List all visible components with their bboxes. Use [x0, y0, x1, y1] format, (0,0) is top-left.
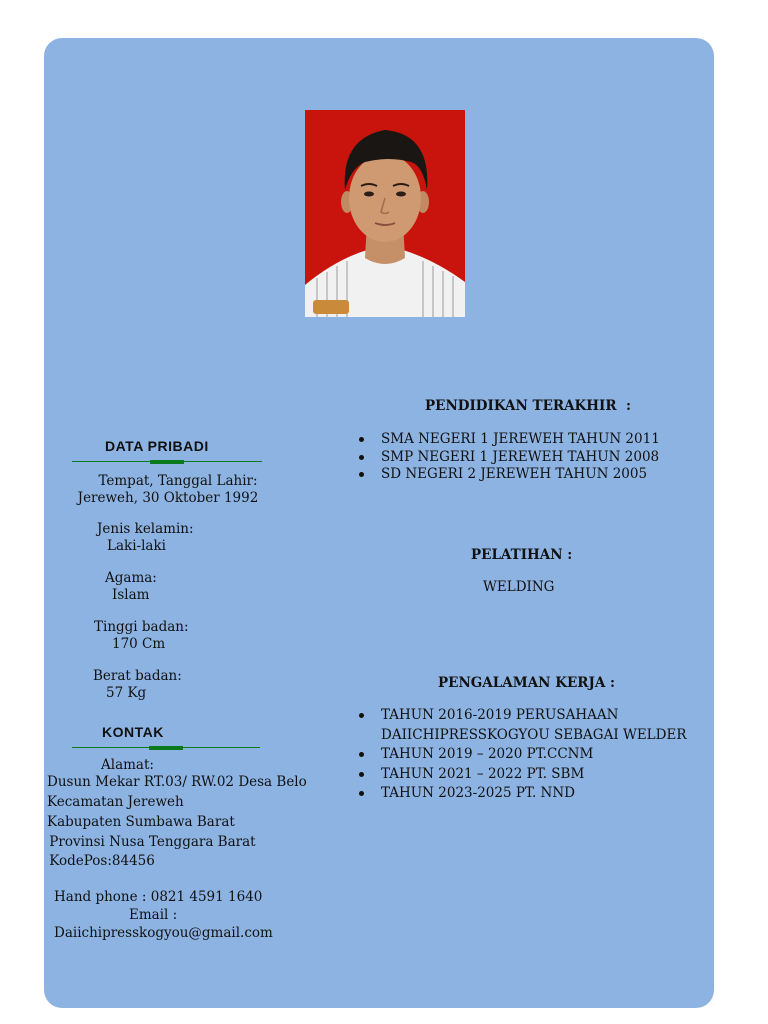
data-pribadi-heading: DATA PRIBADI [105, 438, 209, 454]
pendidikan-list [357, 431, 660, 484]
kontak-heading: KONTAK [102, 724, 164, 740]
list-item: SMA NEGERI 1 JEREWEH TAHUN 2011 [357, 431, 660, 449]
gender-value: Laki-laki [107, 538, 166, 554]
height-value: 170 Cm [112, 636, 166, 652]
email-value: Daiichipresskogyou@gmail.com [54, 925, 273, 941]
list-item: TAHUN 2021 – 2022 PT. SBM [357, 765, 687, 785]
religion-label: Agama: [105, 570, 157, 586]
profile-photo [305, 110, 465, 317]
list-item: SMP NEGERI 1 JEREWEH TAHUN 2008 [357, 449, 660, 467]
pengalaman-list [357, 706, 687, 804]
birth-label: Tempat, Tanggal Lahir: [98, 473, 258, 489]
list-item-line: TAHUN 2016-2019 PERUSAHAAN [381, 707, 619, 723]
pelatihan-heading: PELATIHAN : [471, 547, 573, 563]
weight-value: 57 Kg [106, 685, 147, 701]
pengalaman-heading: PENGALAMAN KERJA : [438, 675, 615, 691]
address-line-5: KodePos:84456 [45, 853, 155, 869]
pelatihan-value: WELDING [483, 579, 555, 595]
gender-label: Jenis kelamin: [97, 521, 194, 537]
address-label: Alamat: [101, 757, 154, 773]
list-item: SD NEGERI 2 JEREWEH TAHUN 2005 [357, 466, 660, 484]
address-line-4: Provinsi Nusa Tenggara Barat [45, 834, 256, 850]
data-pribadi-divider [72, 461, 262, 462]
email-label: Email : [129, 907, 178, 923]
religion-value: Islam [112, 587, 150, 603]
address-line-3: Kabupaten Sumbawa Barat [47, 814, 235, 830]
height-label: Tinggi badan: [94, 619, 189, 635]
kontak-divider [72, 747, 260, 748]
list-item: TAHUN 2019 – 2020 PT.CCNM [357, 745, 687, 765]
birth-value: Jereweh, 30 Oktober 1992 [77, 490, 259, 506]
pendidikan-heading: PENDIDIKAN TERAKHIR : [425, 398, 631, 414]
phone-number: Hand phone : 0821 4591 1640 [54, 889, 263, 905]
person-portrait-icon [305, 110, 465, 317]
address-line-1: Dusun Mekar RT.03/ RW.02 Desa Belo [47, 774, 307, 790]
list-item: TAHUN 2023-2025 PT. NND [357, 784, 687, 804]
address-line-2: Kecamatan Jereweh [47, 794, 184, 810]
list-item [357, 706, 687, 745]
weight-label: Berat badan: [93, 668, 182, 684]
list-item-line: DAIICHIPRESSKOGYOU SEBAGAI WELDER [381, 726, 687, 743]
